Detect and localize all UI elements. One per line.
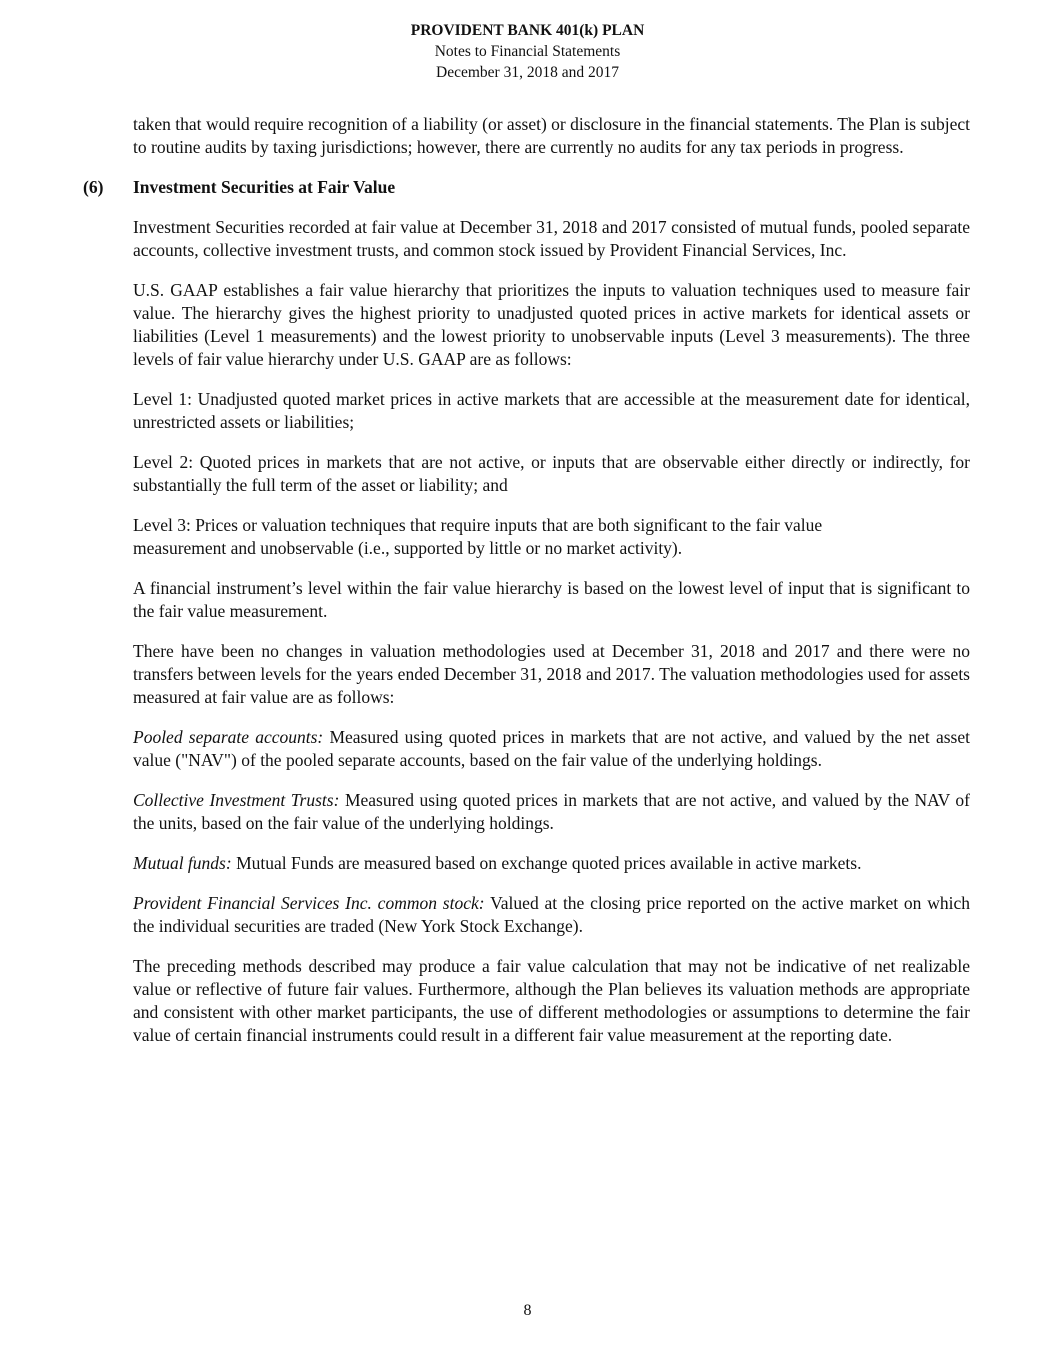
document-subtitle: Notes to Financial Statements — [434, 43, 621, 60]
pooled-text: Measured using quoted prices in markets that are not active, and valued by the net asset value ("NAV") of the pooled separate accounts, based on the fair value of the underlying holdings. — [133, 727, 971, 770]
paragraph-instrument-level: A financial instrument’s level within the fair value hierarchy is based on the lowest level of input that is significant to the fair value measurement. — [133, 578, 970, 621]
paragraph-pooled-accounts — [133, 726, 970, 772]
section-number: (6) — [83, 177, 104, 197]
pfs-lead: Provident Financial Services Inc. common stock: — [133, 893, 485, 913]
paragraph-level-2: Level 2: Quoted prices in markets that are not active, or inputs that are observable either directly or indirectly, for substantially the full term of the asset or liability; and — [133, 452, 970, 495]
cit-text: Measured using quoted prices in markets that are not active, and valued by the NAV of the units, based on the fair value of the underlying holdings. — [133, 790, 970, 833]
paragraph-common-stock — [133, 892, 970, 938]
page-header — [0, 20, 1055, 83]
mf-lead: Mutual funds: — [133, 853, 232, 873]
document-title: PROVIDENT BANK 401(k) PLAN — [410, 22, 645, 39]
document-body — [83, 113, 971, 1064]
page-number: 8 — [523, 1302, 532, 1319]
paragraph-level-3: Level 3: Prices or valuation techniques that require inputs that are both significant to the fair value measurement and unobservable (i.e., supported by little or no market activity). — [133, 515, 823, 558]
cit-lead: Collective Investment Trusts: — [133, 790, 340, 810]
paragraph-preceding-methods: The preceding methods described may produce a fair value calculation that may not be indicative of net realizable value or reflective of future fair values. Furthermore, although the Plan believes its valuation methods are appropriate and consistent with other market participants, the use of different methodologies or assumptions to determine the fair value of certain financial instruments could result in a different fair value measurement at the reporting date. — [133, 956, 970, 1045]
paragraph-no-changes: There have been no changes in valuation methodologies used at December 31, 2018 and 2017 and there were no transfers between levels for the years ended December 31, 2018 and 2017. The valuation methodologies used for assets measured at fair value are as follows: — [133, 641, 970, 707]
paragraph-continuation: taken that would require recognition of a liability (or asset) or disclosure in the financial statements. The Plan is subject to routine audits by taxing jurisdictions; however, there are currently no audits for any tax periods in progress. — [133, 114, 970, 157]
paragraph-level-1: Level 1: Unadjusted quoted market prices in active markets that are accessible at the measurement date for identical, unrestricted assets or liabilities; — [133, 389, 970, 432]
document-date: December 31, 2018 and 2017 — [436, 64, 619, 81]
pfs-text: Valued at the closing price reported on the active market on which the individual securities are traded (New York Stock Exchange). — [133, 893, 971, 936]
pooled-lead: Pooled separate accounts: — [133, 727, 324, 747]
paragraph-fair-value-hierarchy: U.S. GAAP establishes a fair value hierarchy that prioritizes the inputs to valuation techniques used to measure fair value. The hierarchy gives the highest priority to unadjusted quoted prices in active markets for identical assets or liabilities (Level 1 measurements) and the lowest priority to unobservable inputs (Level 3 measurements). The three levels of fair value hierarchy under U.S. GAAP are as follows: — [133, 280, 970, 369]
paragraph-collective-trusts — [133, 789, 970, 835]
mf-text: Mutual Funds are measured based on exchange quoted prices available in active markets. — [231, 853, 862, 873]
paragraph-investment-securities: Investment Securities recorded at fair value at December 31, 2018 and 2017 consisted of mutual funds, pooled separate accounts, collective investment trusts, and common stock issued by Provident Financial Services, Inc. — [133, 217, 970, 260]
paragraph-mutual-funds — [133, 852, 970, 875]
section-title: Investment Securities at Fair Value — [133, 177, 396, 197]
section-heading — [83, 176, 970, 199]
